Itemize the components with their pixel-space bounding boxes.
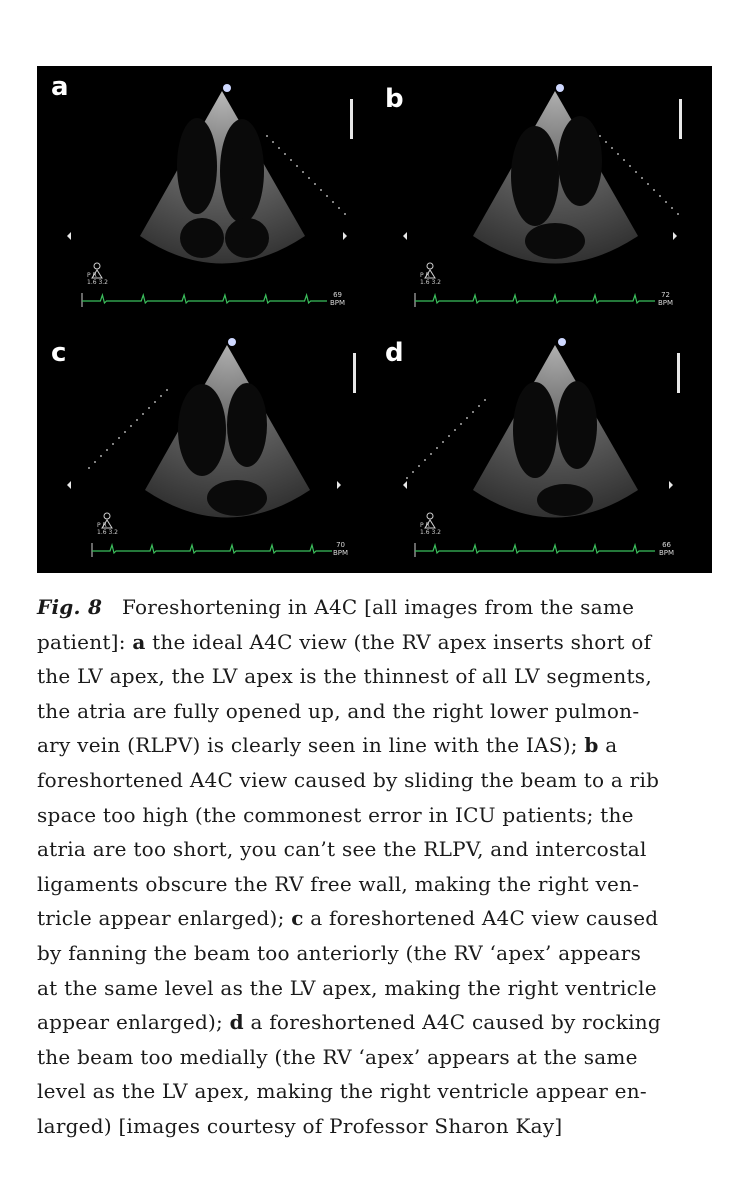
depth-scale-dot: [641, 177, 643, 179]
depth-scale-dot: [154, 401, 156, 403]
depth-scale-dot: [284, 153, 286, 155]
caption-text: Foreshortening in A4C [all images from the same: [121, 595, 635, 619]
depth-scale-dot: [665, 201, 667, 203]
caption-text: a foreshortened A4C caused by rocking: [243, 1010, 661, 1035]
depth-scale-dot: [166, 389, 168, 391]
echo-image-c: [37, 320, 374, 573]
depth-scale-dot: [466, 417, 468, 419]
depth-scale-dot: [406, 477, 408, 479]
depth-scale-dot: [338, 207, 340, 209]
depth-scale-dot: [671, 207, 673, 209]
bpm-value: 70: [336, 541, 345, 549]
depth-scale-dot: [314, 183, 316, 185]
depth-scale-dot: [629, 165, 631, 167]
depth-scale-dot: [296, 165, 298, 167]
panel-a: [37, 66, 374, 319]
depth-scale-dot: [478, 405, 480, 407]
depth-scale-dot: [599, 135, 601, 137]
bpm-unit: BPM: [330, 299, 346, 307]
depth-scale-dot: [659, 195, 661, 197]
ecg-trace: [415, 295, 655, 303]
caption-text: atria are too short, you can’t see the RLPV, and intercostal: [37, 837, 647, 862]
caption-text: patient]:: [37, 629, 133, 654]
probe-text: 1.6 3.2: [420, 279, 441, 286]
depth-scale-dot: [436, 447, 438, 449]
caption-text: tricle appear enlarged);: [37, 906, 292, 931]
caption-text: ary vein (RLPV) is clearly seen in line with the IAS);: [37, 733, 585, 758]
panel-ref-a: a: [132, 629, 146, 654]
panel-label: a: [51, 72, 69, 102]
figure-caption: [37, 590, 717, 1144]
depth-scale-dot: [677, 213, 679, 215]
depth-scale-dot: [88, 467, 90, 469]
caption-text: level as the LV apex, making the right ventricle appear en-: [37, 1079, 647, 1104]
depth-scale-dot: [653, 189, 655, 191]
echo-image-d: [375, 320, 712, 573]
panel-ref-b: b: [584, 733, 599, 758]
depth-scale-dot: [290, 159, 292, 161]
depth-scale-dot: [617, 153, 619, 155]
probe-text: 1.6 3.2: [97, 529, 118, 536]
caption-text: space too high (the commonest error in ICU patients; the: [37, 802, 634, 827]
probe-text: P R: [420, 272, 430, 279]
panel-label: b: [385, 84, 404, 114]
panel-c: [37, 320, 374, 573]
depth-scale-dot: [611, 147, 613, 149]
depth-scale-dot: [484, 399, 486, 401]
depth-scale-dot: [124, 431, 126, 433]
probe-text: P R: [420, 522, 430, 529]
depth-scale-dot: [412, 471, 414, 473]
caption-text: ligaments obscure the RV free wall, making the right ven-: [37, 871, 640, 896]
depth-scale-dot: [100, 455, 102, 457]
depth-scale-dot: [635, 171, 637, 173]
depth-scale-dot: [112, 443, 114, 445]
caption-text: the LV apex, the LV apex is the thinnest of all LV segments,: [37, 664, 652, 689]
probe-text: P R: [87, 272, 97, 279]
depth-scale-dot: [278, 147, 280, 149]
bpm-unit: BPM: [658, 299, 674, 307]
bpm-readout: [330, 291, 345, 307]
depth-scale-dot: [266, 135, 268, 137]
caption-text: appear enlarged);: [37, 1010, 230, 1035]
depth-scale-dot: [136, 419, 138, 421]
depth-scale-dot: [344, 213, 346, 215]
depth-scale-dot: [448, 435, 450, 437]
panel-d: [375, 320, 712, 573]
caption-text: a: [598, 733, 618, 758]
probe-text: P R: [97, 522, 107, 529]
depth-scale-dot: [320, 189, 322, 191]
depth-scale-dot: [418, 465, 420, 467]
caption-text: the ideal A4C view (the RV apex inserts short of: [145, 629, 652, 654]
depth-scale-dot: [460, 423, 462, 425]
caption-text: the beam too medially (the RV ‘apex’ appears at the same: [37, 1044, 638, 1069]
depth-scale-dot: [272, 141, 274, 143]
bpm-unit: BPM: [659, 549, 675, 557]
caption-text: at the same level as the LV apex, making the right ventricle: [37, 975, 657, 1000]
depth-scale-dot: [142, 413, 144, 415]
bpm-unit: BPM: [333, 549, 349, 557]
depth-scale-dot: [160, 395, 162, 397]
depth-scale-dot: [472, 411, 474, 413]
caption-text: larged) [images courtesy of Professor Sharon Kay]: [37, 1113, 563, 1138]
ecg-trace: [415, 545, 655, 553]
panel-ref-c: c: [291, 906, 304, 931]
probe-text: 1.6 3.2: [420, 529, 441, 536]
depth-scale-dot: [130, 425, 132, 427]
depth-scale-dot: [623, 159, 625, 161]
ecg-trace: [92, 545, 332, 553]
panel-b: [375, 66, 712, 319]
depth-scale-dot: [106, 449, 108, 451]
bpm-value: 66: [662, 541, 671, 549]
echo-figure: [37, 66, 712, 573]
panel-label: c: [51, 338, 67, 368]
bpm-value: 72: [661, 291, 670, 299]
echo-image-a: [37, 66, 374, 319]
depth-scale-dot: [94, 461, 96, 463]
depth-scale-dot: [647, 183, 649, 185]
caption-text: a foreshortened A4C view caused: [303, 906, 659, 931]
bpm-readout: [659, 541, 674, 557]
echo-image-b: [375, 66, 712, 319]
panel-ref-d: d: [229, 1010, 244, 1035]
depth-scale-dot: [326, 195, 328, 197]
caption-text: by fanning the beam too anteriorly (the RV ‘apex’ appears: [37, 940, 642, 965]
bpm-value: 69: [333, 291, 342, 299]
depth-scale-dot: [454, 429, 456, 431]
depth-scale-dot: [148, 407, 150, 409]
bpm-readout: [658, 291, 673, 307]
caption-text: the atria are fully opened up, and the right lower pulmon-: [37, 698, 640, 723]
depth-scale-dot: [118, 437, 120, 439]
depth-scale-dot: [302, 171, 304, 173]
depth-scale-dot: [442, 441, 444, 443]
caption-text: foreshortened A4C view caused by sliding the beam to a rib: [37, 767, 660, 792]
depth-scale-dot: [424, 459, 426, 461]
depth-scale-dot: [332, 201, 334, 203]
depth-scale-dot: [430, 453, 432, 455]
figure-label: Fig. 8: [37, 595, 103, 619]
bpm-readout: [333, 541, 348, 557]
ecg-trace: [82, 295, 327, 303]
panel-label: d: [385, 338, 404, 368]
probe-text: 1.6 3.2: [87, 279, 108, 286]
depth-scale-dot: [308, 177, 310, 179]
depth-scale-dot: [605, 141, 607, 143]
